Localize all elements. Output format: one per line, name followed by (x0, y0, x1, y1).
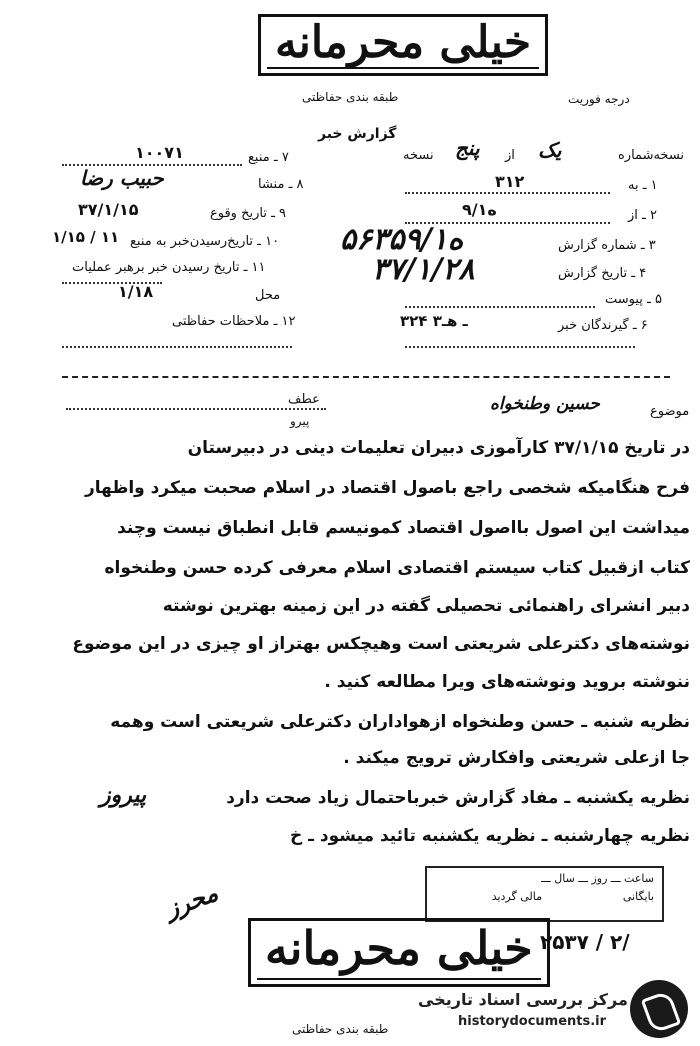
filing-row-status: مالی گردید (491, 890, 542, 903)
attachment-label: ۵ ـ پیوست (605, 292, 662, 307)
body-line: نظریه چهارشنبه ـ نظریه یکشنبه تائید میشود ـ خ (289, 826, 690, 846)
urgency-label: درجه فوریت (568, 92, 630, 106)
header-separator (62, 376, 670, 378)
copy-of-value: پنج (455, 136, 480, 160)
security-notes-dots (62, 346, 292, 348)
from-label: ۲ ـ از (628, 208, 657, 223)
classification-caption-top: طبقه بندی حفاظتی (302, 90, 399, 104)
body-line: کتاب ازقبیل کتاب سیستم اقتصادی اسلام معرفی کرده حسن وطنخواه (104, 558, 690, 578)
classification-stamp-bottom: خیلی محرمانه (248, 918, 550, 987)
copy-number-value: یک (538, 138, 562, 162)
to-label: ۱ ـ به (628, 178, 658, 193)
occurrence-date-label: ۹ ـ تاریخ وقوع (210, 206, 287, 221)
body-line: ننوشته بروید ونوشته‌های ویرا مطالعه کنید . (324, 672, 690, 692)
occurrence-date-value: ۳۷/۱/۱۵ (78, 200, 139, 219)
report-date-value: ۳۷/۱/۲۸ (372, 252, 475, 287)
body-line: نظریه یکشنبه ـ مفاد گزارش خبرباحتمال زیاد صحت دارد (226, 788, 690, 808)
attachment-dots (405, 306, 595, 308)
ops-receipt-label: ۱۱ ـ تاریخ رسیدن خبر برهبر عملیات (72, 260, 266, 275)
reference-label: عطف (288, 392, 320, 407)
origin-label: ۸ ـ منشا (258, 177, 304, 192)
origin-value: حبیب رضا (80, 166, 164, 190)
filing-row-archive: بایگانی (622, 890, 654, 903)
reference-dots (66, 408, 326, 410)
report-title: گزارش خبر (318, 126, 397, 142)
signature: محرز (161, 877, 222, 924)
to-dots (405, 192, 610, 194)
ops-receipt-value: ۱/۱۸ (118, 282, 154, 301)
security-notes-label: ۱۲ ـ ملاحظات حفاظتی (172, 314, 296, 329)
copy-of-label: از (505, 148, 515, 163)
source-value: ۱۰۰۷۱ (135, 143, 184, 162)
recipients-value: ۳۲۴ ـ هـ۳ (400, 312, 468, 330)
source-label: ۷ ـ منبع (248, 150, 289, 165)
to-value: ۳۱۲ (495, 172, 525, 191)
source-receipt-label: ۱۰ ـ تاریخ‌رسیدن‌خبر به منبع (130, 234, 280, 249)
body-line: دبیر انشرای راهنمائی تحصیلی گفته در این زمینه بهترین نوشته (162, 596, 690, 616)
subject-label: موضوع (650, 404, 690, 419)
subject-value: حسین وطنخواه (490, 394, 600, 414)
classification-stamp-top: خیلی محرمانه (258, 14, 548, 76)
place-label: محل (255, 288, 281, 303)
body-line: جا ازعلی شریعتی وافکارش ترویج میکند . (343, 748, 690, 768)
filing-row-time: ساعت ـــ روز ـــ سال ـــ (541, 872, 654, 885)
classification-caption-bottom: طبقه بندی حفاظتی (292, 1022, 389, 1036)
recipients-label: ۶ ـ گیرندگان خبر (558, 318, 648, 333)
report-number-label: ۳ ـ شماره گزارش (558, 238, 656, 253)
archive-number: ۲۵۳۷ / ۲/ (540, 930, 630, 954)
filing-stamp-box (425, 866, 664, 922)
margin-handwritten-note: پیروز (100, 782, 147, 808)
copy-label: نسخه (403, 148, 434, 163)
copy-number-label: نسخه‌شماره (618, 148, 685, 163)
from-value: ۹/۱ه (462, 200, 497, 219)
recipients-extra-dots (405, 346, 635, 348)
body-line: نوشته‌های دکترعلی شریعتی است وهیچکس بهتراز او چیزی در این موضوع (72, 634, 690, 654)
body-line: فرح هنگامیکه شخصی راجع باصول اقتصاد در اسلام صحبت میکرد واظهار (84, 478, 690, 498)
watermark-name: مرکز بررسی اسناد تاریخی (418, 990, 628, 1009)
body-line: در تاریخ ۳۷/۱/۱۵ کارآموزی دبیران تعلیمات دینی در دبیرستان (187, 438, 690, 458)
watermark-url: historydocuments.ir (458, 1014, 607, 1029)
report-number-value: ۵۶۳۵۹/۱ه (340, 222, 464, 257)
body-line: نظریه شنبه ـ حسن وطنخواه ازهواداران دکترعلی شریعتی است وهمه (110, 712, 690, 732)
report-date-label: ۴ ـ تاریخ گزارش (558, 266, 647, 281)
source-receipt-value: ۱/۱۵ / ۱۱ (52, 228, 120, 246)
followup-label: پیرو (290, 414, 310, 428)
body-line: میداشت این اصول بااصول اقتصاد کمونیسم قابل انطباق نیست وچند (117, 518, 690, 538)
archive-logo-icon (630, 980, 688, 1038)
